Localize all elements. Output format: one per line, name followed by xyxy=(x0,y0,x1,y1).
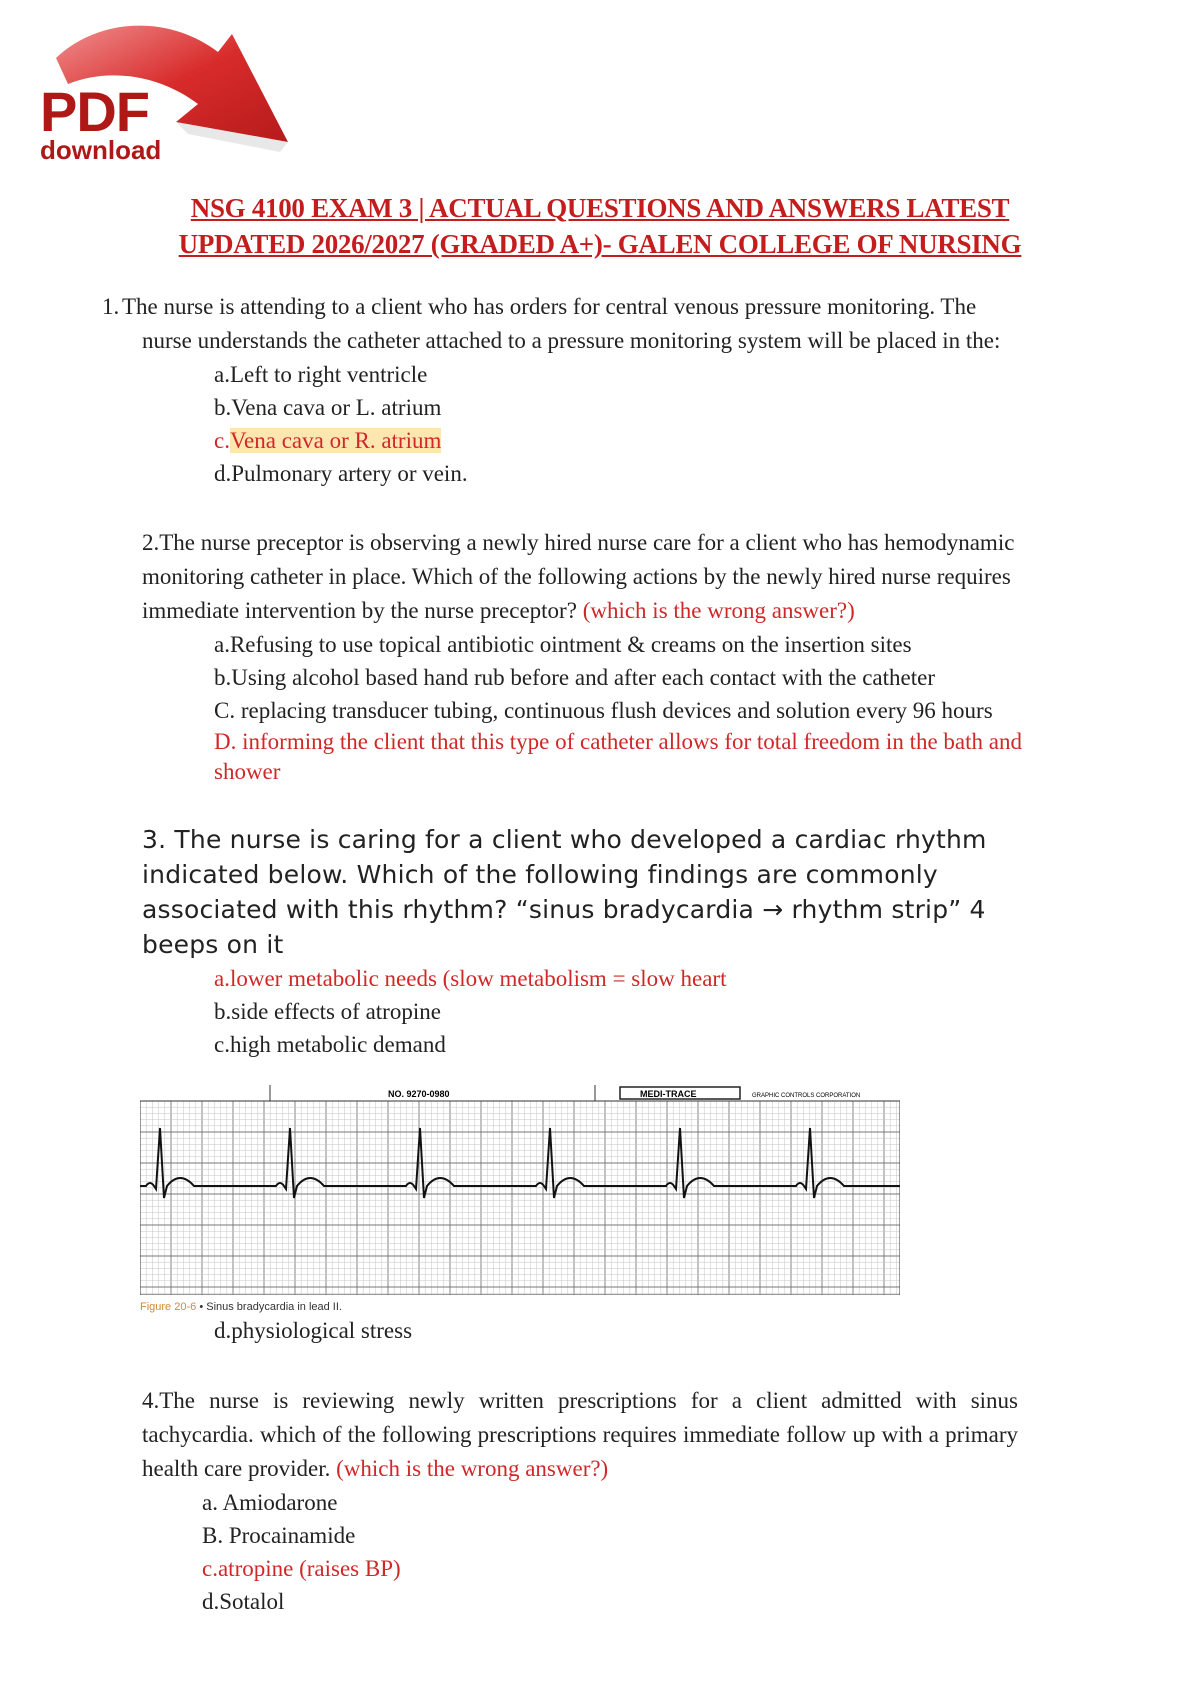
option-text: replacing transducer tubing, continuous flush devices and solution every 96 hours xyxy=(240,698,993,723)
option-text-highlighted: Vena cava or R. atrium xyxy=(229,428,442,453)
q1-option-b xyxy=(214,391,1022,424)
option-text: Sotalol xyxy=(219,1589,285,1614)
option-label: a. xyxy=(214,632,230,657)
question-2-stem: The nurse preceptor is observing a newly hired nurse care for a client who has hemodynamic monitoring catheter in place. Which of the following actions by the newly hired nurse requires immediate intervention by the nurse preceptor? xyxy=(142,530,1015,623)
q3-option-d-wrap xyxy=(214,1314,412,1347)
option-text: Using alcohol based hand rub before and after each contact with the catheter xyxy=(231,665,935,690)
question-4-note: (which is the wrong answer?) xyxy=(336,1456,609,1481)
option-label: c. xyxy=(214,1032,230,1057)
ecg-grid xyxy=(140,1101,900,1295)
question-3-stem: The nurse is caring for a client who developed a cardiac rhythm indicated below. Which of the following findings are commonly associated with this rhythm? “sinus bradycardia → rhythm strip” 4 beeps on it xyxy=(142,825,987,959)
question-2 xyxy=(142,526,1042,787)
ecg-company: GRAPHIC CONTROLS CORPORATION xyxy=(752,1093,861,1099)
q3-option-a-answer xyxy=(214,962,1062,995)
question-4 xyxy=(142,1384,1018,1618)
option-label: C. xyxy=(214,698,236,723)
q1-option-c-answer xyxy=(214,424,1022,457)
q2-option-d-answer xyxy=(214,727,1042,757)
q2-option-c xyxy=(214,694,1042,727)
option-label: a. xyxy=(202,1490,218,1515)
option-text: Refusing to use topical antibiotic ointment & creams on the insertion sites xyxy=(229,632,912,657)
question-1 xyxy=(102,290,1022,490)
option-label: a. xyxy=(214,362,230,387)
option-text: Vena cava or L. atrium xyxy=(231,395,442,420)
q1-option-a xyxy=(214,358,1022,391)
option-label: B. xyxy=(202,1523,224,1548)
question-1-options xyxy=(122,358,1022,490)
option-text: side effects of atropine xyxy=(231,999,441,1024)
question-3 xyxy=(142,822,1062,1061)
question-2-number: 2. xyxy=(142,530,160,555)
q3-option-c xyxy=(214,1028,1062,1061)
option-text: Procainamide xyxy=(228,1523,356,1548)
pdf-download-logo[interactable] xyxy=(18,12,308,165)
option-label: d. xyxy=(214,461,232,486)
option-text: high metabolic demand xyxy=(229,1032,446,1057)
question-1-text: 1. The nurse is attending to a client who has orders for central venous pressure monitoring. The nurse understands the catheter attached to a pressure monitoring system will be placed in the: xyxy=(102,294,1001,353)
q2-option-a xyxy=(214,628,1042,661)
q4-option-b xyxy=(202,1519,1018,1552)
q1-option-d xyxy=(214,457,1022,490)
question-1-stem: The nurse is attending to a client who has orders for central venous pressure monitoring. The nurse understands the catheter attached to a pressure monitoring system will be placed in the: xyxy=(122,294,1001,353)
option-text: Pulmonary artery or vein. xyxy=(231,461,468,486)
question-2-note: (which is the wrong answer?) xyxy=(582,598,855,623)
option-label: c. xyxy=(202,1556,218,1581)
ecg-brand: MEDI-TRACE xyxy=(640,1089,697,1099)
logo-download-text: download xyxy=(40,135,162,165)
q3-option-d xyxy=(214,1314,412,1347)
figure-caption xyxy=(140,1301,342,1313)
q4-option-d xyxy=(202,1585,1018,1618)
option-label: b. xyxy=(214,999,232,1024)
question-2-options xyxy=(142,628,1042,787)
option-text: physiological stress xyxy=(231,1318,413,1343)
title-line-2: UPDATED 2026/2027 (GRADED A+)- GALEN COLLEGE OF NURSING xyxy=(178,229,1022,259)
q3-option-b xyxy=(214,995,1062,1028)
q2-option-b xyxy=(214,661,1042,694)
option-text: Left to right ventricle xyxy=(229,362,428,387)
question-3-number: 3. xyxy=(142,825,167,854)
option-text: atropine (raises BP) xyxy=(217,1556,401,1581)
option-label: a. xyxy=(214,966,230,991)
question-3-text xyxy=(142,822,1062,962)
logo-pdf-text: PDF xyxy=(40,80,149,143)
ecg-border xyxy=(140,1101,900,1295)
option-label: D. xyxy=(214,729,237,754)
title-line-1: NSG 4100 EXAM 3 | ACTUAL QUESTIONS AND ANSWERS LATEST xyxy=(190,193,1010,223)
option-label: d. xyxy=(214,1318,232,1343)
question-4-text xyxy=(142,1384,1018,1486)
figure-caption-label: Figure 20-6 xyxy=(140,1301,197,1313)
question-2-text xyxy=(142,526,1042,628)
question-3-options xyxy=(142,962,1062,1061)
document-title xyxy=(120,190,1080,262)
option-text: Amiodarone xyxy=(222,1490,338,1515)
question-4-options xyxy=(142,1486,1018,1618)
option-text: informing the client that this type of catheter allows for total freedom in the bath and xyxy=(242,729,1022,754)
question-4-stem: The nurse is reviewing newly written prescriptions for a client admitted with sinus tachycardia. which of the following prescriptions requires immediate follow up with a primary health care provider. xyxy=(142,1388,1018,1481)
option-text: lower metabolic needs (slow metabolism = slow heart xyxy=(229,966,727,991)
question-4-number: 4. xyxy=(142,1388,160,1413)
option-label: d. xyxy=(202,1589,220,1614)
figure-caption-text: • Sinus bradycardia in lead II. xyxy=(199,1301,342,1313)
ecg-strip-number: NO. 9270-0980 xyxy=(388,1089,450,1099)
option-label: b. xyxy=(214,395,232,420)
q4-option-c-answer xyxy=(202,1552,1018,1585)
q4-option-a xyxy=(202,1486,1018,1519)
q2-option-d-continued: shower xyxy=(214,759,281,784)
ecg-rhythm-strip xyxy=(140,1085,900,1295)
option-label: c. xyxy=(214,428,230,453)
option-label: b. xyxy=(214,665,232,690)
